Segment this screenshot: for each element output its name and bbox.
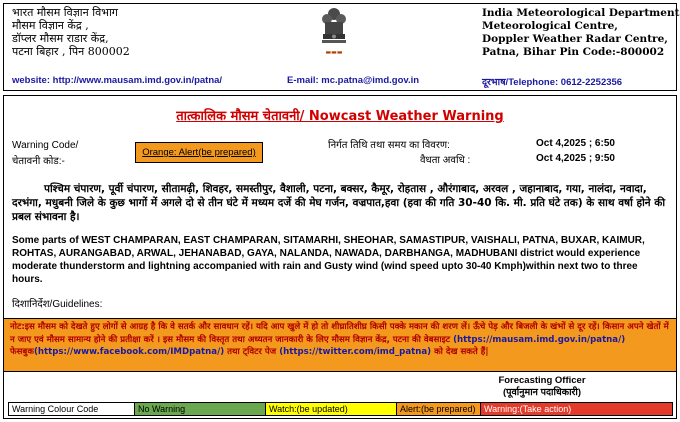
email-link[interactable]: E-mail: mc.patna@imd.gov.in	[287, 75, 420, 86]
header-hindi-line-2: मौसम विज्ञान केंद्र ,	[12, 19, 89, 32]
header-hindi-line-1: भारत मौसम विज्ञान विभाग	[12, 6, 118, 19]
validity-value: Oct 4,2025 ; 9:50	[536, 153, 615, 164]
note-website-link[interactable]: (https://mausam.imd.gov.in/patna/)	[453, 334, 626, 345]
validity-label: वैधता अवधि :	[420, 155, 471, 166]
note-end-text: को देख सकते हैं|	[431, 347, 489, 357]
telephone: दूरभाष/Telephone: 0612-2252356	[482, 77, 623, 88]
header-hindi-line-3: डॉप्लर मौसम राडार केंद्र,	[12, 32, 109, 45]
guidelines-note	[4, 318, 676, 372]
warning-colour-legend	[8, 402, 673, 416]
svg-text:▬▬▬: ▬▬▬	[325, 49, 343, 56]
warning-title: तात्कालिक मौसम चेतावनी/ Nowcast Weather Warning	[176, 109, 504, 124]
header-english-line-1: India Meteorological Department	[482, 7, 680, 19]
note-facebook-link[interactable]: (https://www.facebook.com/IMDpatna/)	[33, 347, 225, 357]
website-link[interactable]: website: http://www.mausam.imd.gov.in/patna/	[12, 75, 223, 86]
legend-warning: Warning:(Take action)	[481, 403, 672, 415]
note-text: नोट:इस मौसम को देखते हुए लोगों से आग्रह है कि वे सतर्क और सावधान रहें। यदि आप खुले में हो तो शीघ्रातिशीघ्र किसी पक्के मकान की शरण लें। ऊँचे पेड़ और बिजली के खंभों से दूर रहें। किसान अपने खेतों में न जाए एवं मौसम सामान्य होने की प्रतीक्षा करें । इस मौसम की विस्तृत तथा अध्यतन जानकारी के लिए मौसम विज्ञान केंद्र, पटना की वेबसाइट	[10, 322, 669, 345]
header-english-line-4: Patna, Bihar Pin Code:-800002	[482, 46, 665, 58]
guidelines-label: दिशानिर्देश/Guidelines:	[12, 299, 103, 310]
note-twitter-link[interactable]: (https://twitter.com/imd_patna)	[279, 347, 432, 357]
forecasting-officer	[482, 375, 602, 399]
note-facebook-text: फेसबुक	[10, 347, 34, 357]
legend-no-warning: No Warning	[135, 403, 266, 415]
issue-time-value: Oct 4,2025 ; 6:50	[536, 138, 615, 149]
header-english-line-3: Doppler Weather Radar Centre,	[482, 33, 668, 45]
forecasting-officer-title-hi: (पूर्वानुमान पदाधिकारी)	[502, 387, 582, 398]
legend-alert: Alert:(be prepared)	[397, 403, 481, 415]
warning-text-english: Some parts of WEST CHAMPARAN, EAST CHAMPARAN, SITAMARHI, SHEOHAR, SAMASTIPUR, VAISHALI, PATNA, BUXAR, KAIMUR, ROHTAS, AURANGABAD, ARWAL, JEHANABAD, GAYA, NALANDA, NAWADA, DARBHANGA, MADHUBANI district would experience moderate thunderstorm and lightning accompanied with rain and Gusty wind (wind speed upto 30-40 Kmph)within next two to three hours.	[12, 235, 645, 285]
header-english-line-2: Meteorological Centre,	[482, 20, 618, 32]
warning-code-label-en: Warning Code/	[12, 140, 79, 151]
warning-code-badge: Orange: Alert(be prepared)	[135, 142, 263, 163]
forecasting-officer-title-en: Forecasting Officer	[498, 375, 586, 386]
legend-label: Warning Colour Code	[9, 403, 135, 415]
warning-text-hindi: पश्चिम चंपारण, पूर्वी चंपारण, सीतामढ़ी, शिवहर, समस्तीपुर, वैशाली, पटना, बक्सर, कैमूर, रोहतास , औरंगाबाद, अरवल , जहानाबाद, गया, नालंदा, नवादा, दरभंगा, मधुबनी जिले के कुछ भागों में अगले दो से तीन घंटे में मध्यम दर्जे की मेघ गर्जन, वज्रपात,हवा (हवा की गति 30-40 कि. मी. प्रति घंटे तक) के साथ वर्षा होने की प्रबल संभावना है।	[12, 183, 666, 223]
issue-time-label: निर्गत तिथि तथा समय का विवरण:	[328, 140, 450, 151]
note-twitter-text: तथा ट्विटर पेज	[224, 347, 280, 357]
header-hindi-line-4: पटना बिहार , पिन 800002	[12, 45, 130, 58]
state-emblem-icon	[318, 6, 350, 58]
warning-code-label-hi: चेतावनी कोड:-	[12, 156, 65, 167]
legend-watch: Watch:(be updated)	[266, 403, 397, 415]
